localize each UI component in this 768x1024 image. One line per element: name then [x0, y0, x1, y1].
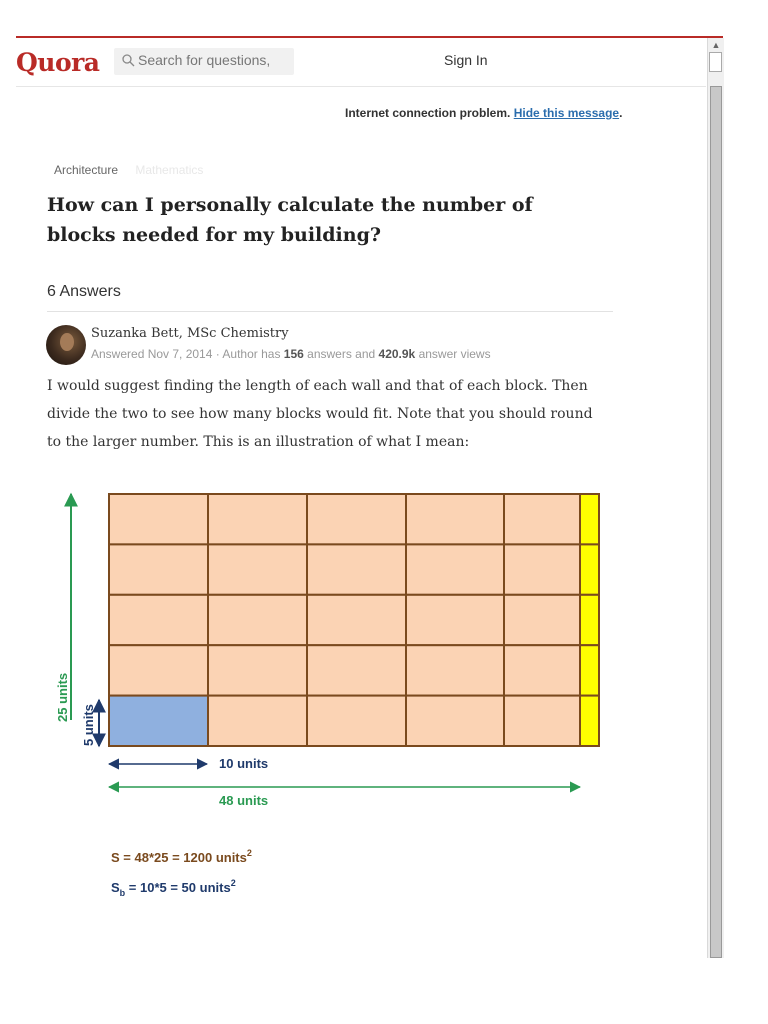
remainder-block — [580, 645, 599, 695]
wall-block — [307, 696, 406, 746]
wall-block — [504, 645, 580, 695]
label-5-units: 5 units — [81, 704, 96, 746]
wall-block — [504, 696, 580, 746]
wall-block — [208, 645, 307, 695]
topic-list — [54, 163, 203, 177]
divider — [47, 311, 613, 312]
reference-block — [109, 696, 208, 746]
formula-block-area — [111, 878, 236, 898]
wall-block — [504, 595, 580, 645]
formula-block-area-sup: 2 — [230, 878, 236, 888]
connection-notice-text: Internet connection problem. — [345, 106, 511, 120]
wall-block — [307, 645, 406, 695]
scrollbar-thumb[interactable] — [709, 52, 722, 72]
formula-total-area-text: S = 48*25 = 1200 units — [111, 850, 247, 865]
block-wall-illustration — [47, 478, 617, 908]
remainder-block — [580, 595, 599, 645]
wall-block — [208, 595, 307, 645]
author-name[interactable]: Suzanka Bett, MSc Chemistry — [91, 326, 289, 341]
notice-period: . — [619, 106, 623, 120]
wall-block — [406, 595, 504, 645]
wall-block — [208, 696, 307, 746]
search-input[interactable] — [114, 48, 294, 75]
topic-mathematics[interactable]: Mathematics — [135, 163, 204, 177]
wall-block — [109, 645, 208, 695]
label-48-units: 48 units — [219, 793, 269, 808]
wall-block — [109, 544, 208, 594]
wall-block — [406, 494, 504, 544]
scrollbar-track[interactable] — [710, 86, 722, 958]
top-header — [16, 38, 706, 87]
label-10-units: 10 units — [219, 756, 269, 771]
answer-date: Answered Nov 7, 2014 · Author has — [91, 347, 284, 361]
search-icon — [122, 54, 135, 67]
formula-block-area-sub: b — [119, 888, 126, 898]
quora-logo[interactable]: Quora — [16, 48, 100, 77]
wall-block — [307, 595, 406, 645]
answer-count-number: 156 — [283, 347, 304, 361]
wall-block — [307, 544, 406, 594]
formula-total-area — [111, 848, 252, 865]
formula-block-area-s: S — [111, 880, 120, 895]
remainder-block — [580, 696, 599, 746]
wall-block — [208, 544, 307, 594]
wall-block — [307, 494, 406, 544]
wall-grid — [109, 494, 599, 746]
question-title: How can I personally calculate the number of blocks needed for my building? — [47, 194, 533, 246]
sign-in-link[interactable]: Sign In — [444, 52, 488, 68]
scroll-up-arrow-icon[interactable]: ▲ — [711, 40, 721, 50]
wall-block — [406, 544, 504, 594]
connection-notice — [345, 106, 622, 120]
wall-block — [208, 494, 307, 544]
answer-views-text: answer views — [415, 347, 491, 361]
wall-block — [504, 544, 580, 594]
wall-block — [406, 696, 504, 746]
author-avatar[interactable] — [46, 325, 86, 365]
wall-block — [504, 494, 580, 544]
hide-message-link[interactable]: Hide this message — [513, 106, 620, 120]
answer-count-text: answers and — [303, 347, 379, 361]
topic-architecture[interactable]: Architecture — [54, 163, 119, 177]
formula-total-area-sup: 2 — [246, 848, 252, 858]
remainder-block — [580, 544, 599, 594]
wall-block — [406, 645, 504, 695]
window-scrollbar[interactable] — [707, 38, 724, 958]
label-25-units: 25 units — [55, 672, 70, 722]
formula-block-area-text: = 10*5 = 50 units — [125, 880, 231, 895]
search-placeholder: Search for questions, — [138, 52, 271, 68]
answer-meta — [91, 347, 491, 361]
answers-count: 6 Answers — [47, 283, 121, 300]
wall-block — [109, 494, 208, 544]
wall-block — [109, 595, 208, 645]
answer-body: I would suggest finding the length of each wall and that of each block. Then divide the two to see how many blocks would fit. Note that you should round to the larger number. This is an illustration of what I mean: — [47, 378, 593, 450]
answer-views-number: 420.9k — [378, 347, 416, 361]
remainder-block — [580, 494, 599, 544]
